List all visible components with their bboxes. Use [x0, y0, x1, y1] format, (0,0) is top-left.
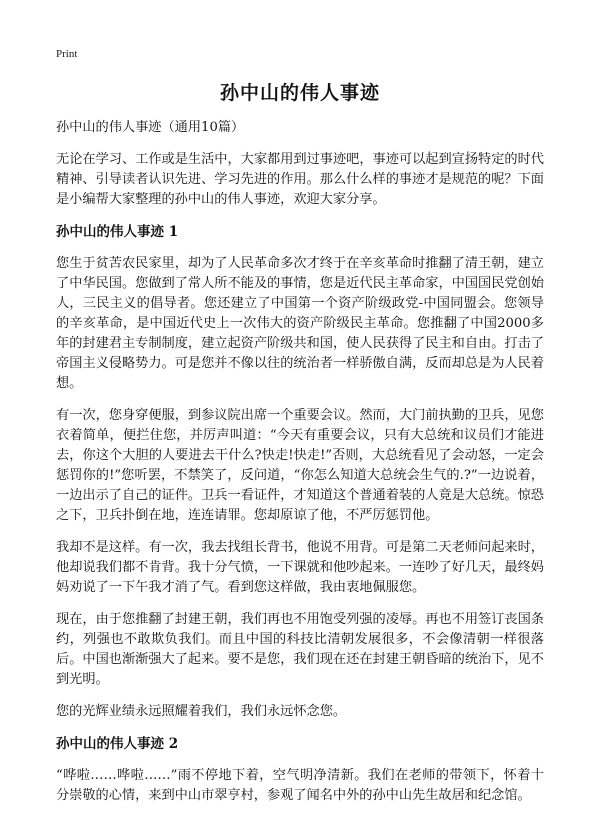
page-title: 孙中山的伟人事迹	[219, 82, 380, 104]
section-1-heading: 孙中山的伟人事迹 1	[56, 224, 179, 240]
section-2-heading: 孙中山的伟人事迹 2	[56, 736, 179, 752]
section-1-paragraph-4: 现在，由于您推翻了封建王朝，我们再也不用饱受列强的凌辱。再也不用签订丧国条约，列强也不敢欺负我们。而且中国的科技比清朝发展很多，不会像清朝一样很落后。中国也渐渐强大了起来。要不是您，我们现在还在封建王朝昏暗的统治下，见不到光明。	[56, 612, 544, 687]
section-2-paragraph-1: “哗啦……哗啦……”雨不停地下着，空气明净清新。我们在老师的带领下，怀着十分崇敬的心情，来到中山市翠亨村，参观了闻名中外的孙中山先生故居和纪念馆。	[56, 768, 544, 803]
section-1-paragraph-2: 有一次，您身穿便服，到参议院出席一个重要会议。然而，大门前执勤的卫兵，见您衣着简单，便拦住您，并厉声叫道：“今天有重要会议，只有大总统和议员们才能进去，你这个大胆的人要进去干什么?快走!快走!”否则，大总统看见了会动怒，一定会惩罚你的!”您听罢，不禁笑了，反问道，“你怎么知道大总统会生气的.?”一边说着，一边出示了自己的证件。卫兵一看证件，才知道这个普通着装的人竟是大总统。惊恐之下，卫兵扑倒在地，连连请罪。您却原谅了他，不严厉惩罚他。	[56, 408, 544, 523]
print-label: Print	[56, 48, 78, 60]
section-1-paragraph-1: 您生于贫苦农民家里，却为了人民革命多次才终于在辛亥革命时推翻了清王朝，建立了中华民国。您做到了常人所不能及的事情，您是近代民主革命家，中国国民党创始人，三民主义的倡导者。您还建立了中国第一个资产阶级政党-中国同盟会。您领导的辛亥革命，是中国近代史上一次伟大的资产阶级民主革命。您推翻了中国2000多年的封建君主专制制度，建立起资产阶级共和国，使人民获得了民主和自由。打击了帝国主义侵略势力。可是您并不像以往的统治者一样骄傲自满，反而却总是为人民着想。	[56, 256, 544, 391]
section-1-paragraph-3: 我却不是这样。有一次，我去找组长背书，他说不用背。可是第二天老师问起来时，他却说我们都不肯背。我十分气愤，一下课就和他吵起来。一连吵了好几天，最终妈妈劝说了一下午我才消了气。看到您这样做，我由衷地佩服您。	[56, 540, 544, 595]
document-subtitle: 孙中山的伟人事迹（通用10篇）	[56, 120, 245, 135]
section-1-paragraph-5: 您的光辉业绩永远照耀着我们，我们永远怀念您。	[56, 704, 347, 719]
intro-paragraph: 无论在学习、工作或是生活中，大家都用到过事迹吧，事迹可以起到宣扬特定的时代精神、引导读者认识先进、学习先进的作用。那么什么样的事迹才是规范的呢？下面是小编帮大家整理的孙中山的伟人事迹，欢迎大家分享。	[56, 152, 544, 207]
document-body	[56, 118, 544, 818]
